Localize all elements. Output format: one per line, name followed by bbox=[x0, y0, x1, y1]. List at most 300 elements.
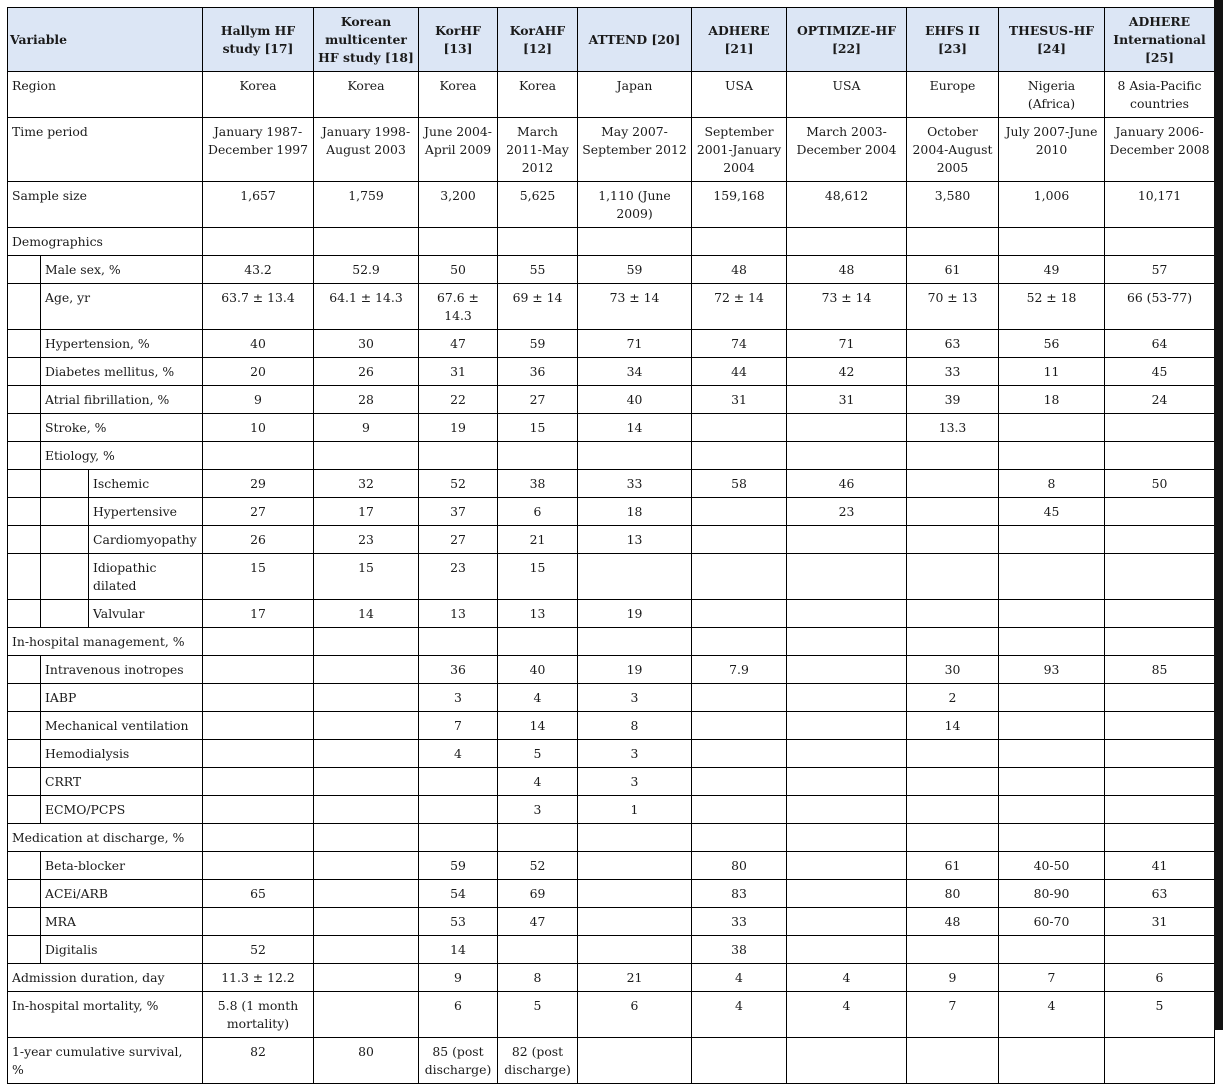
table-cell bbox=[578, 852, 692, 880]
indent-cell bbox=[41, 526, 89, 554]
table-cell: 13 bbox=[498, 600, 578, 628]
table-cell: 13.3 bbox=[907, 414, 999, 442]
table-cell bbox=[999, 1038, 1105, 1084]
table-cell: 44 bbox=[692, 358, 787, 386]
table-cell: 1,657 bbox=[203, 182, 314, 228]
table-cell: Europe bbox=[907, 72, 999, 118]
table-cell: 20 bbox=[203, 358, 314, 386]
indent-cell bbox=[8, 936, 41, 964]
table-cell: Japan bbox=[578, 72, 692, 118]
table-cell: 9 bbox=[314, 414, 419, 442]
table-cell: 21 bbox=[578, 964, 692, 992]
table-cell: May 2007-September 2012 bbox=[578, 118, 692, 182]
row-label: Beta-blocker bbox=[41, 852, 203, 880]
header-ehfs-ii: EHFS II [23] bbox=[907, 8, 999, 72]
table-cell bbox=[692, 740, 787, 768]
table-cell bbox=[1105, 684, 1215, 712]
table-cell: 70 ± 13 bbox=[907, 284, 999, 330]
table-cell: 73 ± 14 bbox=[578, 284, 692, 330]
table-cell: 19 bbox=[578, 600, 692, 628]
table-cell: March 2003-December 2004 bbox=[787, 118, 907, 182]
table-cell: 5.8 (1 month mortality) bbox=[203, 992, 314, 1038]
header-adhere-international: ADHERE International [25] bbox=[1105, 8, 1215, 72]
table-cell: 47 bbox=[419, 330, 498, 358]
table-cell: Nigeria (Africa) bbox=[999, 72, 1105, 118]
table-cell bbox=[692, 824, 787, 852]
table-cell: 60-70 bbox=[999, 908, 1105, 936]
header-korean-multicenter: Korean multicenter HF study [18] bbox=[314, 8, 419, 72]
header-thesus-hf: THESUS-HF [24] bbox=[999, 8, 1105, 72]
table-cell bbox=[1105, 526, 1215, 554]
table-cell bbox=[203, 740, 314, 768]
row-label: Digitalis bbox=[41, 936, 203, 964]
table-cell: 6 bbox=[578, 992, 692, 1038]
table-cell: 10,171 bbox=[1105, 182, 1215, 228]
table-cell bbox=[1105, 228, 1215, 256]
table-cell bbox=[1105, 712, 1215, 740]
table-cell bbox=[907, 470, 999, 498]
table-row bbox=[8, 908, 1215, 936]
table-cell: 13 bbox=[578, 526, 692, 554]
table-cell: 8 Asia-Pacific countries bbox=[1105, 72, 1215, 118]
indent-cell bbox=[41, 600, 89, 628]
table-cell: January 1998-August 2003 bbox=[314, 118, 419, 182]
table-cell bbox=[419, 228, 498, 256]
indent-cell bbox=[8, 498, 41, 526]
indent-cell bbox=[8, 414, 41, 442]
table-cell: 55 bbox=[498, 256, 578, 284]
table-cell bbox=[907, 554, 999, 600]
table-cell bbox=[907, 442, 999, 470]
table-cell bbox=[692, 600, 787, 628]
table-cell: 3 bbox=[578, 684, 692, 712]
table-cell bbox=[1105, 824, 1215, 852]
indent-cell bbox=[8, 684, 41, 712]
table-cell bbox=[787, 442, 907, 470]
table-cell bbox=[314, 628, 419, 656]
table-cell: 5 bbox=[498, 992, 578, 1038]
table-cell: 47 bbox=[498, 908, 578, 936]
table-cell: 41 bbox=[1105, 852, 1215, 880]
table-cell: 6 bbox=[419, 992, 498, 1038]
table-cell bbox=[787, 656, 907, 684]
table-cell bbox=[203, 796, 314, 824]
indent-cell bbox=[8, 656, 41, 684]
table-row bbox=[8, 712, 1215, 740]
table-cell: 48 bbox=[787, 256, 907, 284]
table-cell bbox=[692, 414, 787, 442]
table-cell: 24 bbox=[1105, 386, 1215, 414]
table-cell: 23 bbox=[419, 554, 498, 600]
table-cell: 43.2 bbox=[203, 256, 314, 284]
table-cell bbox=[419, 442, 498, 470]
table-cell bbox=[999, 526, 1105, 554]
table-cell: 59 bbox=[419, 852, 498, 880]
row-label: Demographics bbox=[8, 228, 203, 256]
table-cell bbox=[999, 414, 1105, 442]
table-cell: 14 bbox=[907, 712, 999, 740]
table-cell: 31 bbox=[419, 358, 498, 386]
table-cell: 14 bbox=[498, 712, 578, 740]
table-cell: USA bbox=[692, 72, 787, 118]
table-cell: 63 bbox=[907, 330, 999, 358]
table-cell: 31 bbox=[1105, 908, 1215, 936]
table-cell: 27 bbox=[419, 526, 498, 554]
table-cell: 40 bbox=[498, 656, 578, 684]
table-cell: 33 bbox=[907, 358, 999, 386]
table-cell: 34 bbox=[578, 358, 692, 386]
row-label: In-hospital management, % bbox=[8, 628, 203, 656]
row-label: Cardiomyopathy bbox=[89, 526, 203, 554]
row-label: Hypertension, % bbox=[41, 330, 203, 358]
table-cell: 9 bbox=[419, 964, 498, 992]
table-cell: 50 bbox=[1105, 470, 1215, 498]
table-cell: Korea bbox=[203, 72, 314, 118]
table-cell bbox=[203, 768, 314, 796]
table-cell: 1,006 bbox=[999, 182, 1105, 228]
table-row bbox=[8, 554, 1215, 600]
table-row bbox=[8, 442, 1215, 470]
table-cell: 27 bbox=[498, 386, 578, 414]
table-cell bbox=[498, 824, 578, 852]
table-cell: 80 bbox=[692, 852, 787, 880]
table-cell: 57 bbox=[1105, 256, 1215, 284]
table-cell: 5 bbox=[498, 740, 578, 768]
table-cell bbox=[419, 768, 498, 796]
table-cell bbox=[787, 600, 907, 628]
table-cell bbox=[419, 796, 498, 824]
table-row bbox=[8, 852, 1215, 880]
row-label: Intravenous inotropes bbox=[41, 656, 203, 684]
table-cell: 61 bbox=[907, 852, 999, 880]
table-cell: 7.9 bbox=[692, 656, 787, 684]
table-cell: 4 bbox=[419, 740, 498, 768]
table-cell: 159,168 bbox=[692, 182, 787, 228]
table-cell bbox=[203, 442, 314, 470]
table-cell bbox=[314, 740, 419, 768]
table-cell bbox=[314, 684, 419, 712]
table-cell: 6 bbox=[1105, 964, 1215, 992]
table-cell bbox=[578, 628, 692, 656]
table-cell bbox=[692, 796, 787, 824]
row-label: Atrial fibrillation, % bbox=[41, 386, 203, 414]
table-cell: 46 bbox=[787, 470, 907, 498]
table-cell: October 2004-August 2005 bbox=[907, 118, 999, 182]
table-cell: 83 bbox=[692, 880, 787, 908]
table-cell bbox=[692, 498, 787, 526]
table-cell: 4 bbox=[498, 768, 578, 796]
table-row bbox=[8, 256, 1215, 284]
table-cell bbox=[907, 526, 999, 554]
table-cell bbox=[907, 936, 999, 964]
table-cell: 40 bbox=[203, 330, 314, 358]
table-cell: 33 bbox=[578, 470, 692, 498]
table-cell: 38 bbox=[692, 936, 787, 964]
table-row bbox=[8, 228, 1215, 256]
table-cell: 64.1 ± 14.3 bbox=[314, 284, 419, 330]
table-cell bbox=[999, 712, 1105, 740]
table-cell: 80-90 bbox=[999, 880, 1105, 908]
table-cell bbox=[314, 964, 419, 992]
table-row bbox=[8, 414, 1215, 442]
table-cell: 9 bbox=[907, 964, 999, 992]
table-cell bbox=[907, 796, 999, 824]
row-label: Hemodialysis bbox=[41, 740, 203, 768]
table-cell: 28 bbox=[314, 386, 419, 414]
table-cell bbox=[907, 1038, 999, 1084]
table-cell: 19 bbox=[578, 656, 692, 684]
table-cell bbox=[578, 880, 692, 908]
table-cell bbox=[907, 600, 999, 628]
table-cell: 45 bbox=[999, 498, 1105, 526]
table-cell bbox=[692, 554, 787, 600]
table-cell bbox=[419, 628, 498, 656]
table-cell: 10 bbox=[203, 414, 314, 442]
row-label: Idiopathic dilated bbox=[89, 554, 203, 600]
window-edge bbox=[1214, 0, 1223, 1030]
table-cell bbox=[314, 824, 419, 852]
table-cell bbox=[999, 600, 1105, 628]
table-cell bbox=[1105, 442, 1215, 470]
indent-cell bbox=[8, 908, 41, 936]
table-cell: 6 bbox=[498, 498, 578, 526]
table-cell: 1,110 (June 2009) bbox=[578, 182, 692, 228]
header-korahf: KorAHF [12] bbox=[498, 8, 578, 72]
row-label: MRA bbox=[41, 908, 203, 936]
row-label: Region bbox=[8, 72, 203, 118]
header-optimize-hf: OPTIMIZE-HF [22] bbox=[787, 8, 907, 72]
row-label: Stroke, % bbox=[41, 414, 203, 442]
table-cell bbox=[787, 712, 907, 740]
indent-cell bbox=[8, 852, 41, 880]
table-cell bbox=[999, 740, 1105, 768]
row-label: Medication at discharge, % bbox=[8, 824, 203, 852]
table-row bbox=[8, 498, 1215, 526]
table-cell: 2 bbox=[907, 684, 999, 712]
table-cell: 80 bbox=[907, 880, 999, 908]
table-body bbox=[8, 72, 1215, 1084]
row-label: Admission duration, day bbox=[8, 964, 203, 992]
table-cell: 52 bbox=[203, 936, 314, 964]
table-cell: 45 bbox=[1105, 358, 1215, 386]
indent-cell bbox=[8, 740, 41, 768]
row-label: Etiology, % bbox=[41, 442, 203, 470]
table-cell: 3,200 bbox=[419, 182, 498, 228]
table-cell: 4 bbox=[787, 992, 907, 1038]
table-cell: 74 bbox=[692, 330, 787, 358]
table-cell bbox=[692, 768, 787, 796]
table-cell bbox=[314, 796, 419, 824]
table-cell: 3,580 bbox=[907, 182, 999, 228]
table-row bbox=[8, 182, 1215, 228]
table-cell bbox=[314, 442, 419, 470]
table-cell: 9 bbox=[203, 386, 314, 414]
row-label: ECMO/PCPS bbox=[41, 796, 203, 824]
table-row bbox=[8, 936, 1215, 964]
row-label: CRRT bbox=[41, 768, 203, 796]
table-cell: 19 bbox=[419, 414, 498, 442]
table-cell: 61 bbox=[907, 256, 999, 284]
table-cell bbox=[907, 498, 999, 526]
table-cell bbox=[1105, 628, 1215, 656]
table-cell bbox=[203, 852, 314, 880]
table-cell: 4 bbox=[692, 992, 787, 1038]
header-attend: ATTEND [20] bbox=[578, 8, 692, 72]
table-cell bbox=[203, 656, 314, 684]
row-label: IABP bbox=[41, 684, 203, 712]
table-cell bbox=[578, 908, 692, 936]
table-cell: 17 bbox=[203, 600, 314, 628]
header-row bbox=[8, 8, 1215, 72]
table-cell bbox=[692, 628, 787, 656]
table-cell bbox=[907, 740, 999, 768]
table-cell: 63 bbox=[1105, 880, 1215, 908]
table-cell bbox=[498, 936, 578, 964]
table-cell: 13 bbox=[419, 600, 498, 628]
table-cell bbox=[1105, 498, 1215, 526]
table-cell: September 2001-January 2004 bbox=[692, 118, 787, 182]
table-cell bbox=[578, 1038, 692, 1084]
header-hallym: Hallym HF study [17] bbox=[203, 8, 314, 72]
table-cell: 14 bbox=[419, 936, 498, 964]
table-row bbox=[8, 824, 1215, 852]
table-cell: 3 bbox=[578, 768, 692, 796]
table-cell: 48,612 bbox=[787, 182, 907, 228]
table-cell: 8 bbox=[498, 964, 578, 992]
table-row bbox=[8, 358, 1215, 386]
table-cell: 36 bbox=[498, 358, 578, 386]
table-cell bbox=[787, 936, 907, 964]
table-cell bbox=[314, 992, 419, 1038]
table-cell: 15 bbox=[498, 414, 578, 442]
header-variable: Variable bbox=[8, 8, 203, 72]
table-cell: 5,625 bbox=[498, 182, 578, 228]
table-cell: 33 bbox=[692, 908, 787, 936]
table-cell: 8 bbox=[578, 712, 692, 740]
table-row bbox=[8, 796, 1215, 824]
table-cell bbox=[1105, 740, 1215, 768]
table-cell: 30 bbox=[907, 656, 999, 684]
table-cell: 23 bbox=[314, 526, 419, 554]
table-cell: 14 bbox=[314, 600, 419, 628]
table-cell: 54 bbox=[419, 880, 498, 908]
table-cell: 37 bbox=[419, 498, 498, 526]
table-cell: 69 ± 14 bbox=[498, 284, 578, 330]
table-cell bbox=[787, 796, 907, 824]
table-cell: 18 bbox=[999, 386, 1105, 414]
table-row bbox=[8, 684, 1215, 712]
table-cell bbox=[907, 228, 999, 256]
indent-cell bbox=[8, 442, 41, 470]
table-cell: January 2006-December 2008 bbox=[1105, 118, 1215, 182]
table-cell bbox=[692, 712, 787, 740]
table-cell bbox=[314, 908, 419, 936]
table-cell: 71 bbox=[787, 330, 907, 358]
table-cell: 32 bbox=[314, 470, 419, 498]
row-label: 1-year cumulative survival, % bbox=[8, 1038, 203, 1084]
row-label: Sample size bbox=[8, 182, 203, 228]
table-cell: 50 bbox=[419, 256, 498, 284]
row-label: Age, yr bbox=[41, 284, 203, 330]
table-cell: 40 bbox=[578, 386, 692, 414]
table-cell bbox=[999, 796, 1105, 824]
table-row bbox=[8, 768, 1215, 796]
table-cell: 66 (53-77) bbox=[1105, 284, 1215, 330]
table-cell: July 2007-June 2010 bbox=[999, 118, 1105, 182]
table-cell: 36 bbox=[419, 656, 498, 684]
table-row bbox=[8, 470, 1215, 498]
table-cell: 52 bbox=[498, 852, 578, 880]
indent-cell bbox=[8, 330, 41, 358]
table-cell: 40-50 bbox=[999, 852, 1105, 880]
indent-cell bbox=[41, 470, 89, 498]
table-cell: 85 bbox=[1105, 656, 1215, 684]
table-cell bbox=[203, 908, 314, 936]
table-cell: 52 ± 18 bbox=[999, 284, 1105, 330]
table-cell: 31 bbox=[692, 386, 787, 414]
table-cell: 4 bbox=[999, 992, 1105, 1038]
table-cell bbox=[203, 228, 314, 256]
row-label: Ischemic bbox=[89, 470, 203, 498]
table-cell bbox=[787, 824, 907, 852]
table-row bbox=[8, 656, 1215, 684]
table-cell bbox=[787, 768, 907, 796]
table-cell bbox=[999, 936, 1105, 964]
table-cell: 17 bbox=[314, 498, 419, 526]
table-cell bbox=[314, 936, 419, 964]
table-cell: 30 bbox=[314, 330, 419, 358]
table-row bbox=[8, 600, 1215, 628]
table-cell bbox=[787, 414, 907, 442]
table-cell bbox=[999, 554, 1105, 600]
table-cell bbox=[1105, 600, 1215, 628]
table-cell bbox=[787, 880, 907, 908]
table-cell bbox=[907, 768, 999, 796]
table-cell bbox=[999, 628, 1105, 656]
table-cell: 15 bbox=[498, 554, 578, 600]
indent-cell bbox=[8, 358, 41, 386]
table-cell: 11 bbox=[999, 358, 1105, 386]
table-cell bbox=[314, 852, 419, 880]
row-label: Male sex, % bbox=[41, 256, 203, 284]
row-label: Hypertensive bbox=[89, 498, 203, 526]
table-cell bbox=[1105, 554, 1215, 600]
header-korhf: KorHF [13] bbox=[419, 8, 498, 72]
table-cell: 23 bbox=[787, 498, 907, 526]
table-cell: 31 bbox=[787, 386, 907, 414]
table-cell: 42 bbox=[787, 358, 907, 386]
table-cell bbox=[787, 1038, 907, 1084]
table-cell: January 1987-December 1997 bbox=[203, 118, 314, 182]
indent-cell bbox=[8, 386, 41, 414]
table-cell: 52.9 bbox=[314, 256, 419, 284]
table-cell: USA bbox=[787, 72, 907, 118]
table-cell: 67.6 ± 14.3 bbox=[419, 284, 498, 330]
table-cell bbox=[787, 852, 907, 880]
table-cell bbox=[1105, 936, 1215, 964]
table-cell bbox=[1105, 414, 1215, 442]
table-row bbox=[8, 526, 1215, 554]
table-row bbox=[8, 880, 1215, 908]
table-cell: Korea bbox=[498, 72, 578, 118]
table-cell: 7 bbox=[999, 964, 1105, 992]
table-row bbox=[8, 1038, 1215, 1084]
table-cell: 56 bbox=[999, 330, 1105, 358]
table-row bbox=[8, 284, 1215, 330]
table-cell: 26 bbox=[314, 358, 419, 386]
indent-cell bbox=[8, 768, 41, 796]
table-cell: 15 bbox=[314, 554, 419, 600]
